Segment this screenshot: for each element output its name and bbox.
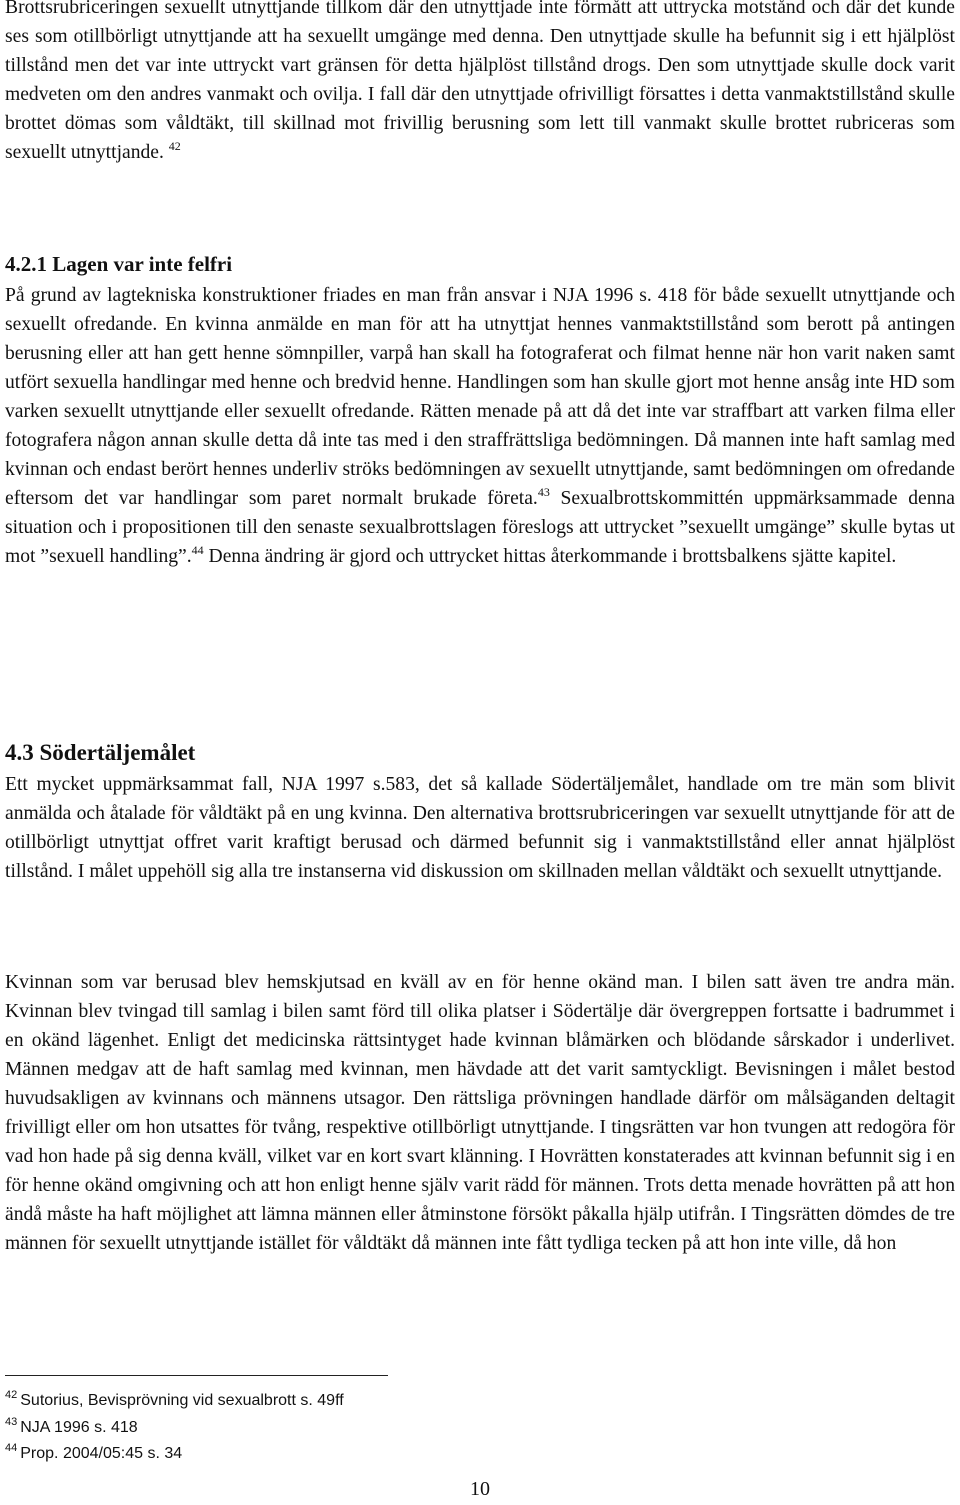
footnote-reference: 44 — [191, 543, 204, 557]
footnote-reference: 42 — [168, 139, 181, 153]
paragraph-text: Denna ändring är gjord och uttrycket hittas återkommande i brottsbalkens sjätte kapitel. — [203, 546, 897, 567]
page-number: 10 — [470, 1478, 490, 1500]
paragraph-text: På grund av lagtekniska konstruktioner friades en man från ansvar i NJA 1996 s. 418 för både sexuellt utnyttjande och sexuellt ofredande. En kvinna anmälde en man för att ha utnyttjat hennes vanmaktstillstånd som berott på antingen berusning eller att han gett henne sömnpiller, varpå han skall ha fotograferat och filmat henne när hon varit naken samt utfört sexuella handlingar med henne och bredvid henne. Handlingen som han skulle gjort mot henne ansåg inte HD som varken sexuellt utnyttjande eller sexuellt ofredande. Rätten menade på att då det inte var straffbart att varken filma eller fotografera någon annan skulle detta då inte tas med i den straffrättsliga bedömningen. Då mannen inte haft samlag med kvinnan och endast berört hennes underliv ströks bedömningen av sexuellt utnyttjande, samt bedömningen om ofredande eftersom det var handlingar som paret normalt brukade företa. — [5, 285, 955, 509]
footnote-44 — [5, 1444, 182, 1464]
paragraph-sodertalje-case: Ett mycket uppmärksammat fall, NJA 1997 s.583, det så kallade Södertäljemålet, handlade om tre män som blivit anmälda och åtalade för våldtäkt på en ung kvinna. Den alternativa brottsrubriceringen var sexuellt utnyttjande för att de otillbörligt utnyttjat offret varit kraftigt berusad och därmed befunnit sig i vanmaktstillstånd eller annat hjälplöst tillstånd. I målet uppehöll sig alla tre instanserna vid diskussion om skillnaden mellan våldtäkt och sexuellt utnyttjande. — [5, 774, 955, 882]
footnote-number: 44 — [5, 1442, 18, 1454]
paragraph-text: Brottsrubriceringen sexuellt utnyttjande tillkom där den utnyttjade inte förmått att uttrycka motstånd och där det kunde ses som otillbörligt utnyttjande att ha sexuellt umgänge med denna. Den utnyttjade skulle ha befunnit sig i ett hjälplöst tillstånd men det var inte uttryckt vart gränsen för detta hjälplöst tillstånd drogs. Den som utnyttjade skulle dock varit medveten om den andres vanmakt och ovilja. I fall där den utnyttjade ofrivilligt försattes i detta vanmaktstillstånd skulle brottet dömas som våldtäkt, till skillnad mot frivillig berusning som lett till vanmakt skulle brottet rubriceras som sexuellt utnyttjande. — [5, 0, 955, 163]
paragraph-law-not-flawless — [5, 281, 955, 571]
footnote-number: 43 — [5, 1416, 18, 1428]
section-heading-4-3: 4.3 Södertäljemålet — [5, 740, 196, 765]
footnote-text: Sutorius, Bevisprövning vid sexualbrott s. 49ff — [20, 1392, 344, 1409]
footnote-reference: 43 — [537, 485, 550, 499]
section-heading-4-2-1: 4.2.1 Lagen var inte felfri — [5, 252, 233, 276]
footnote-number: 42 — [5, 1389, 18, 1401]
footnote-42 — [5, 1391, 344, 1411]
paragraph-sexual-exploitation-intro — [5, 0, 955, 167]
footnote-text: NJA 1996 s. 418 — [20, 1419, 138, 1436]
document-page — [5, 0, 955, 1505]
footnote-separator — [5, 1375, 388, 1376]
footnote-text: Prop. 2004/05:45 s. 34 — [20, 1445, 183, 1462]
paragraph-case-facts: Kvinnan som var berusad blev hemskjutsad en kväll av en för henne okänd man. I bilen satt även tre andra män. Kvinnan blev tvingad till samlag i bilen samt förd till olika platser i Södertälje där övergreppen fortsatte i badrummet i en okänd lägenhet. Enligt det medicinska rättsintyget hade kvinnan blåmärken och blödande sårskador i underlivet. Männen medgav att de haft samlag med kvinnan, men hävdade att det varit samtyckligt. Bevisningen i målet bestod huvudsakligen av kvinnans och männens utsagor. Den rättsliga prövningen handlade därför om målsäganden deltagit frivilligt eller om hon utsattes för tvång, respektive otillbörligt utnyttjande. I tingsrätten var hon tvungen att redogöra för vad hon hade på sig denna kväll, vilket var en kort svart klänning. I Hovrätten konstaterades att kvinnan befunnit sig i en för henne okänd omgivning och att hon enligt henne själv varit rädd för männen. Trots detta menade hovrätten på att hon ändå måste ha haft möjlighet att lämna männen eller åtminstone försökt påkalla hjälp utifrån. I Tingsrätten dömdes de tre männen för sexuellt utnyttjande istället för våldtäkt då männen inte fått tydliga tecken på att hon inte ville, då hon — [5, 972, 955, 1254]
paragraph-text: Sexualbrottskommittén uppmärksammade denna situation och i propositionen till den senaste sexualbrottslagen föreslogs att uttrycket ”sexuellt umgänge” skulle bytas ut mot ”sexuell handling”. — [5, 488, 955, 567]
footnote-43 — [5, 1418, 138, 1438]
